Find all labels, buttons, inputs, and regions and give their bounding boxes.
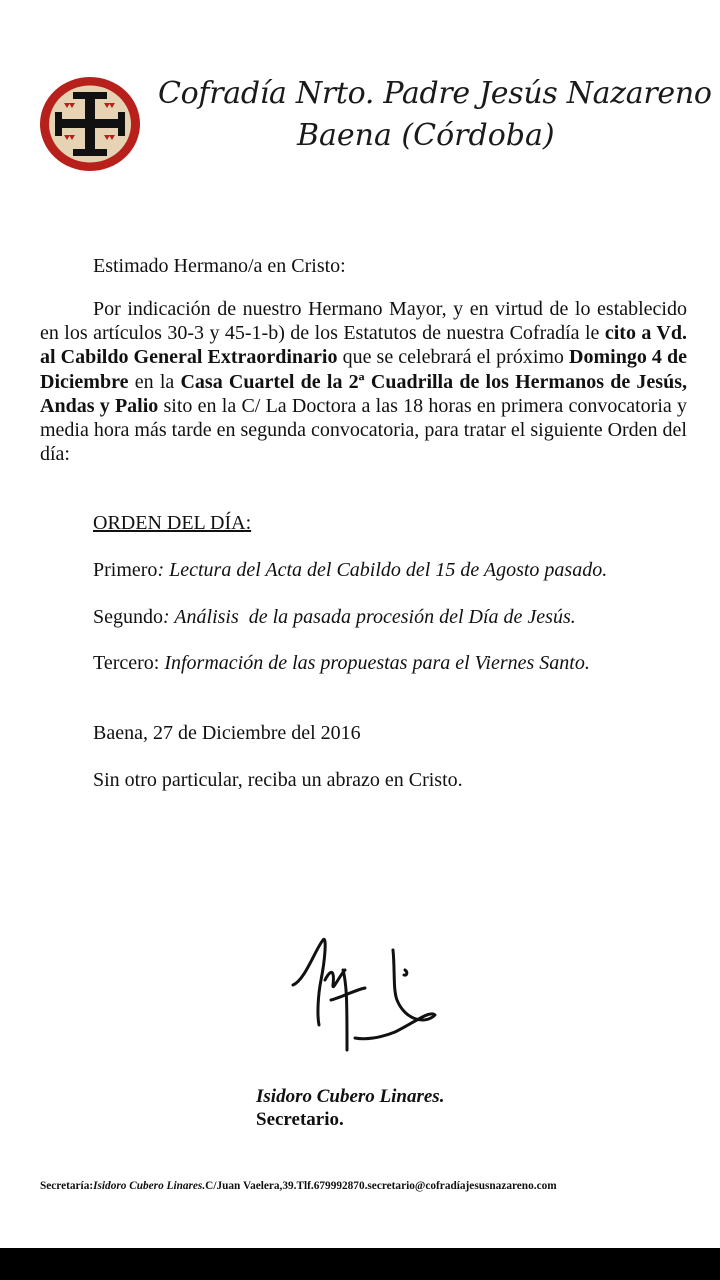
place-date: Baena, 27 de Diciembre del 2016 (93, 722, 361, 744)
letter-body (40, 297, 687, 466)
agenda-item-text: Información de las propuestas para el Viernes Santo. (164, 652, 590, 674)
footer-contact (40, 1180, 557, 1192)
agenda-title: ORDEN DEL DÍA: (93, 512, 252, 534)
agenda-item-text: : Análisis de la pasada procesión del Día de Jesús. (163, 606, 576, 628)
agenda-item-label: Tercero: (93, 652, 165, 674)
signer-name: Isidoro Cubero Linares. (256, 1086, 445, 1107)
body-emphasis: Domingo 4 de Diciembre (40, 346, 687, 393)
cofradia-seal-logo (38, 75, 142, 173)
body-emphasis: cito a Vd. al Cabildo General Extraordinario (40, 322, 687, 369)
body-text-run: Por indicación de nuestro Hermano Mayor, y en virtud de lo establecido en los artículos 30-3 y 45-1-b) de los Estatutos de nuestra Cofradía le (40, 298, 687, 345)
greeting: Estimado Hermano/a en Cristo: (93, 255, 346, 277)
agenda-item-2 (93, 605, 576, 629)
agenda-item-text: : Lectura del Acta del Cabildo del 15 de Agosto pasado. (157, 559, 608, 581)
brand-location: Baena (Córdoba) (297, 118, 555, 153)
agenda-item-label: Primero (93, 559, 158, 581)
closing-line: Sin otro particular, reciba un abrazo en Cristo. (93, 769, 463, 791)
body-text-run: sito en la C/ La Doctora a las 18 horas en primera convocatoria y media hora más tarde en segunda convocatoria, para tratar el siguiente Orden del día: (40, 394, 687, 466)
body-text-run: en la (128, 370, 181, 393)
agenda-item-3 (93, 651, 590, 675)
handwritten-signature (285, 930, 445, 1055)
agenda-item-label: Segundo (93, 606, 163, 628)
body-emphasis: Casa Cuartel de la 2ª Cuadrilla de los Hermanos de Jesús, Andas y Palio (40, 370, 687, 417)
brand-name: Cofradía Nrto. Padre Jesús Nazareno (158, 76, 712, 111)
body-text-run: que se celebrará el próximo (337, 346, 570, 369)
signer-block (256, 1085, 444, 1131)
signer-role: Secretario. (256, 1109, 344, 1130)
footer-details: C/Juan Vaelera,39.Tlf.679992870.secretario@cofradíajesusnazareno.com (205, 1180, 557, 1192)
footer-label: Secretaría: (40, 1180, 94, 1192)
letterhead (0, 0, 720, 200)
footer-name: Isidoro Cubero Linares. (93, 1180, 206, 1192)
agenda-item-1 (93, 558, 607, 582)
bottom-bar (0, 1248, 720, 1280)
